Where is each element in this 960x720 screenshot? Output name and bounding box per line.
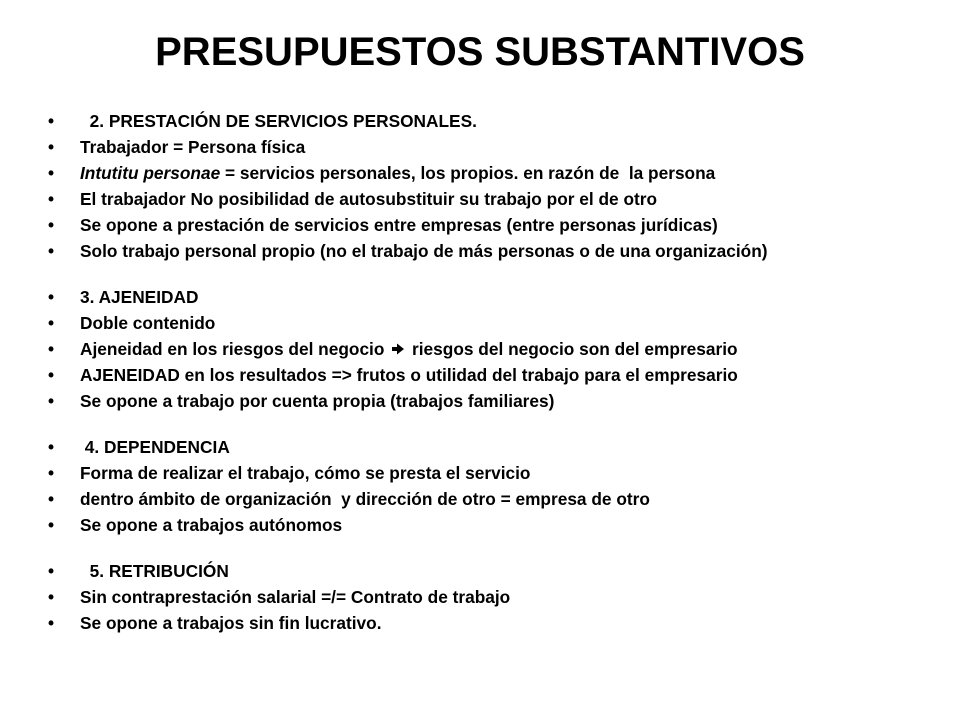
bullet-mark: • — [48, 515, 55, 535]
bullet-text: Doble contenido — [80, 313, 216, 333]
bullet-item — [48, 516, 908, 535]
bullet-text: Se opone a prestación de servicios entre empresas (entre personas jurídicas) — [80, 215, 718, 235]
bullet-mark: • — [48, 391, 55, 411]
bullet-mark: • — [48, 489, 55, 509]
bullet-mark: • — [48, 365, 55, 385]
bullet-mark: • — [48, 587, 55, 607]
bullet-mark: • — [48, 339, 55, 359]
section-spacer — [48, 418, 908, 438]
bullet-item — [48, 112, 908, 131]
bullet-item — [48, 164, 908, 183]
bullet-mark: • — [48, 437, 55, 457]
bullet-mark: • — [48, 111, 55, 131]
bullet-text: 3. AJENEIDAD — [80, 287, 199, 307]
bullet-item — [48, 614, 908, 633]
bullet-mark: • — [48, 463, 55, 483]
bullet-mark: • — [48, 189, 55, 209]
bullet-mark: • — [48, 137, 55, 157]
bullet-text: Se opone a trabajos sin fin lucrativo. — [80, 613, 382, 633]
bullet-mark: • — [48, 241, 55, 261]
slide-title: PRESUPUESTOS SUBSTANTIVOS — [155, 30, 805, 74]
section-spacer — [48, 542, 908, 562]
bullet-text: 2. PRESTACIÓN DE SERVICIOS PERSONALES. — [80, 111, 477, 131]
bullet-text: Solo trabajo personal propio (no el trabajo de más personas o de una organización) — [80, 241, 768, 261]
bullet-item — [48, 138, 908, 157]
bullet-item — [48, 288, 908, 307]
bullet-item — [48, 314, 908, 333]
bullet-text: dentro ámbito de organización y dirección de otro = empresa de otro — [80, 489, 650, 509]
bullet-text: Trabajador = Persona física — [80, 137, 306, 157]
bullet-item — [48, 190, 908, 209]
bullet-item — [48, 340, 908, 359]
bullet-text: El trabajador No posibilidad de autosubstituir su trabajo por el de otro — [80, 189, 658, 209]
bullet-item — [48, 242, 908, 261]
bullet-item — [48, 490, 908, 509]
bullet-list — [48, 112, 908, 640]
bullet-mark: • — [48, 287, 55, 307]
bullet-text-italic: Intutitu personae — [80, 163, 221, 183]
bullet-text: Se opone a trabajo por cuenta propia (trabajos familiares) — [80, 391, 555, 411]
bullet-mark: • — [48, 613, 55, 633]
bullet-text: riesgos del negocio son del empresario — [407, 339, 738, 359]
bullet-text: 4. DEPENDENCIA — [80, 437, 230, 457]
bullet-item — [48, 562, 908, 581]
bullet-item — [48, 216, 908, 235]
bullet-text: Ajeneidad en los riesgos del negocio — [80, 339, 390, 359]
bullet-text: Se opone a trabajos autónomos — [80, 515, 343, 535]
bullet-item — [48, 464, 908, 483]
bullet-item — [48, 438, 908, 457]
bullet-text: AJENEIDAD en los resultados => frutos o utilidad del trabajo para el empresario — [80, 365, 738, 385]
bullet-mark: • — [48, 313, 55, 333]
bullet-text: Sin contraprestación salarial =/= Contrato de trabajo — [80, 587, 511, 607]
bullet-text: Forma de realizar el trabajo, cómo se presta el servicio — [80, 463, 531, 483]
right-arrow-icon — [391, 342, 405, 356]
bullet-text: = servicios personales, los propios. en razón de la persona — [220, 163, 716, 183]
bullet-item — [48, 366, 908, 385]
bullet-mark: • — [48, 215, 55, 235]
bullet-mark: • — [48, 163, 55, 183]
bullet-mark: • — [48, 561, 55, 581]
section-spacer — [48, 268, 908, 288]
bullet-text: 5. RETRIBUCIÓN — [80, 561, 229, 581]
bullet-item — [48, 392, 908, 411]
bullet-item — [48, 588, 908, 607]
